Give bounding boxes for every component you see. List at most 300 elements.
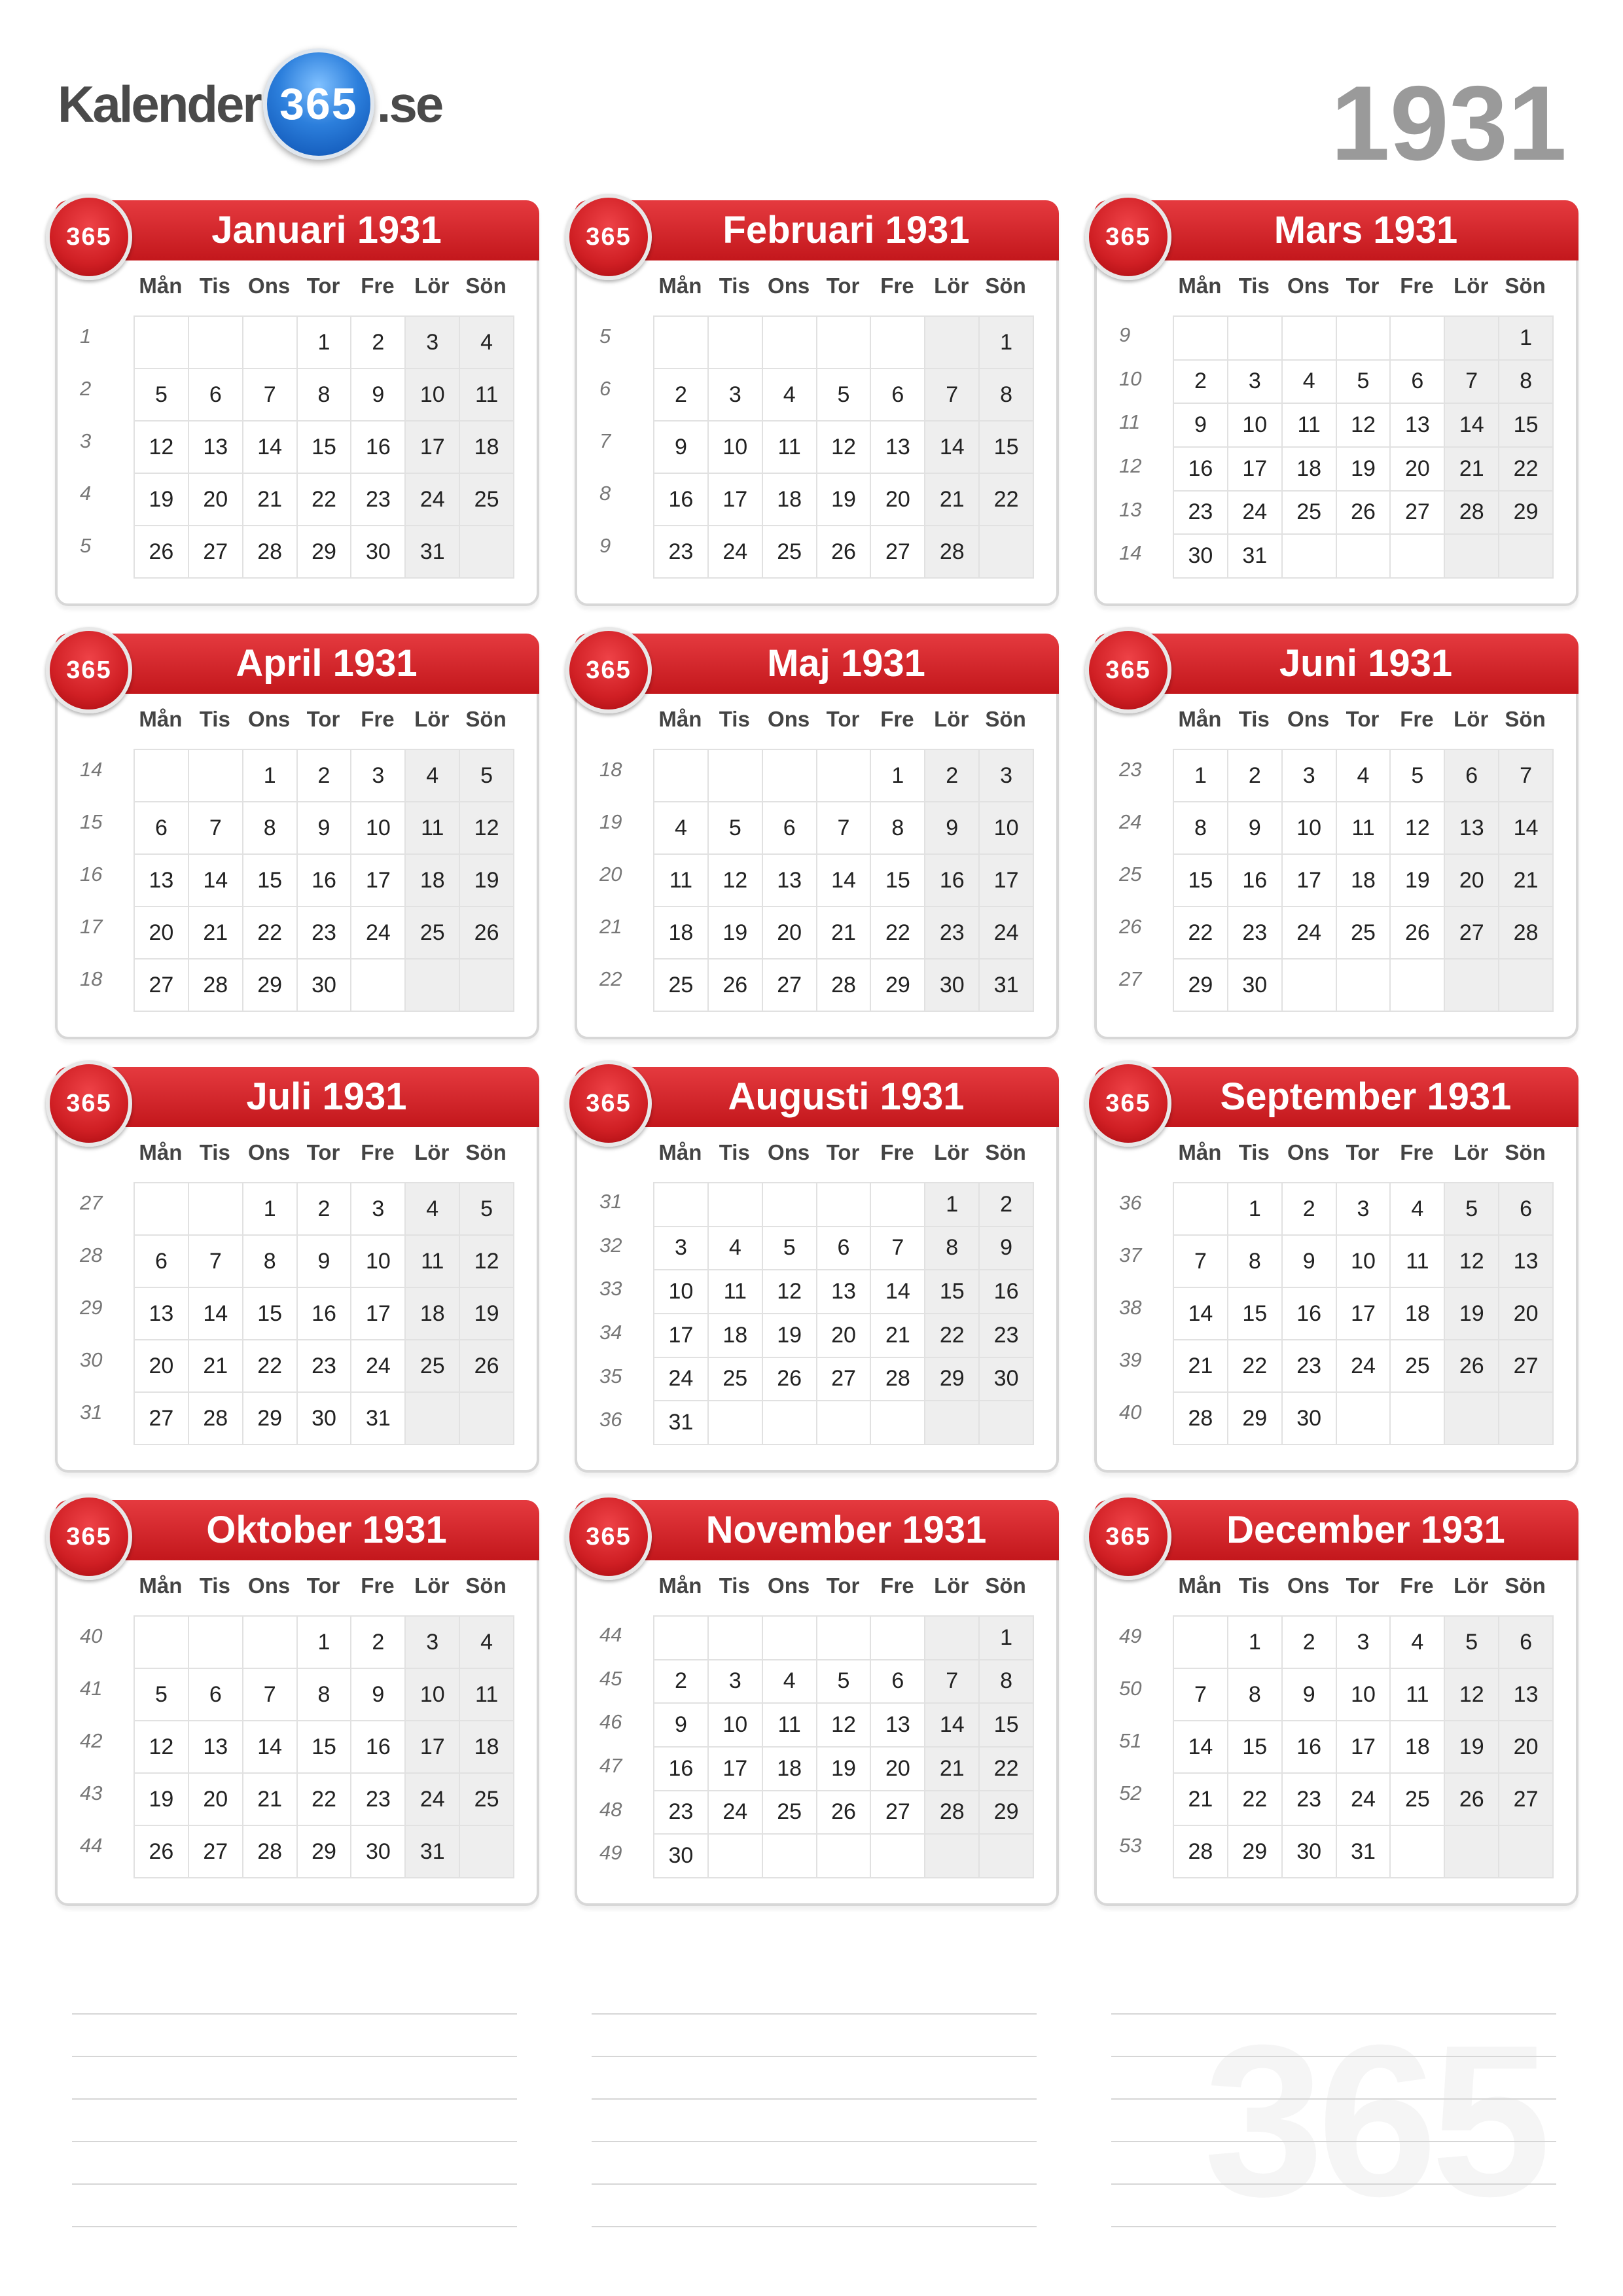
weekend-day-cell[interactable]: 26 (1445, 1774, 1499, 1826)
day-cell[interactable]: 23 (298, 1340, 352, 1393)
day-cell[interactable]: 25 (1391, 1774, 1445, 1826)
day-cell[interactable]: 3 (1337, 1617, 1391, 1669)
day-cell[interactable]: 9 (1283, 1236, 1337, 1288)
weekend-day-cell[interactable]: 15 (980, 422, 1034, 474)
day-cell[interactable]: 18 (763, 474, 817, 526)
day-cell[interactable]: 6 (189, 1669, 243, 1721)
day-cell[interactable]: 17 (654, 1314, 709, 1358)
day-cell[interactable]: 22 (1228, 1774, 1283, 1826)
day-cell[interactable]: 29 (298, 1826, 352, 1878)
weekend-day-cell[interactable]: 4 (406, 1183, 460, 1236)
day-cell[interactable]: 20 (189, 474, 243, 526)
weekend-day-cell[interactable]: 4 (460, 1617, 514, 1669)
weekend-day-cell[interactable]: 13 (1499, 1236, 1554, 1288)
day-cell[interactable]: 25 (763, 526, 817, 579)
day-cell[interactable]: 17 (1283, 855, 1337, 907)
weekend-day-cell[interactable]: 9 (925, 802, 980, 855)
day-cell[interactable]: 22 (1228, 1340, 1283, 1393)
day-cell[interactable]: 10 (1337, 1669, 1391, 1721)
day-cell[interactable]: 14 (189, 1288, 243, 1340)
day-cell[interactable]: 3 (1337, 1183, 1391, 1236)
day-cell[interactable]: 13 (817, 1270, 872, 1314)
day-cell[interactable]: 28 (189, 1393, 243, 1445)
day-cell[interactable]: 23 (1228, 907, 1283, 960)
weekend-day-cell[interactable]: 5 (460, 1183, 514, 1236)
day-cell[interactable]: 14 (189, 855, 243, 907)
day-cell[interactable]: 26 (817, 1791, 872, 1835)
weekend-day-cell[interactable]: 5 (1445, 1183, 1499, 1236)
weekend-day-cell[interactable]: 17 (406, 422, 460, 474)
day-cell[interactable]: 11 (763, 422, 817, 474)
weekend-day-cell[interactable]: 27 (1499, 1774, 1554, 1826)
day-cell[interactable]: 15 (243, 855, 298, 907)
day-cell[interactable]: 7 (189, 1236, 243, 1288)
day-cell[interactable]: 28 (1174, 1826, 1228, 1878)
day-cell[interactable]: 24 (709, 526, 763, 579)
day-cell[interactable]: 11 (654, 855, 709, 907)
day-cell[interactable]: 2 (351, 1617, 406, 1669)
weekend-day-cell[interactable]: 21 (925, 1748, 980, 1791)
day-cell[interactable]: 3 (351, 1183, 406, 1236)
day-cell[interactable]: 30 (351, 1826, 406, 1878)
weekend-day-cell[interactable]: 14 (1445, 404, 1499, 448)
weekend-day-cell[interactable]: 12 (460, 1236, 514, 1288)
weekend-day-cell[interactable]: 31 (406, 526, 460, 579)
day-cell[interactable]: 9 (351, 369, 406, 422)
day-cell[interactable]: 26 (817, 526, 872, 579)
day-cell[interactable]: 11 (709, 1270, 763, 1314)
day-cell[interactable]: 12 (763, 1270, 817, 1314)
day-cell[interactable]: 8 (243, 1236, 298, 1288)
day-cell[interactable]: 19 (817, 474, 872, 526)
day-cell[interactable]: 7 (243, 369, 298, 422)
day-cell[interactable]: 27 (871, 1791, 925, 1835)
day-cell[interactable]: 21 (1174, 1340, 1228, 1393)
day-cell[interactable]: 30 (298, 1393, 352, 1445)
day-cell[interactable]: 23 (1283, 1340, 1337, 1393)
day-cell[interactable]: 23 (1283, 1774, 1337, 1826)
day-cell[interactable]: 31 (351, 1393, 406, 1445)
day-cell[interactable]: 5 (763, 1227, 817, 1271)
day-cell[interactable]: 7 (189, 802, 243, 855)
weekend-day-cell[interactable]: 25 (460, 474, 514, 526)
day-cell[interactable]: 10 (351, 802, 406, 855)
day-cell[interactable]: 29 (1228, 1826, 1283, 1878)
day-cell[interactable]: 4 (654, 802, 709, 855)
weekend-day-cell[interactable]: 6 (1445, 750, 1499, 802)
weekend-day-cell[interactable]: 11 (460, 1669, 514, 1721)
weekend-day-cell[interactable]: 28 (1445, 492, 1499, 535)
day-cell[interactable]: 16 (1228, 855, 1283, 907)
day-cell[interactable]: 2 (1283, 1617, 1337, 1669)
day-cell[interactable]: 22 (243, 907, 298, 960)
day-cell[interactable]: 12 (817, 1704, 872, 1748)
day-cell[interactable]: 5 (135, 369, 189, 422)
day-cell[interactable]: 18 (1391, 1288, 1445, 1340)
weekend-day-cell[interactable]: 7 (925, 1660, 980, 1704)
day-cell[interactable]: 21 (243, 1774, 298, 1826)
day-cell[interactable]: 9 (298, 1236, 352, 1288)
day-cell[interactable]: 21 (189, 907, 243, 960)
weekend-day-cell[interactable]: 3 (406, 1617, 460, 1669)
day-cell[interactable]: 22 (298, 1774, 352, 1826)
day-cell[interactable]: 17 (1228, 448, 1283, 492)
day-cell[interactable]: 5 (1391, 750, 1445, 802)
day-cell[interactable]: 19 (763, 1314, 817, 1358)
day-cell[interactable]: 19 (135, 1774, 189, 1826)
day-cell[interactable]: 24 (351, 1340, 406, 1393)
day-cell[interactable]: 1 (243, 750, 298, 802)
weekend-day-cell[interactable]: 25 (460, 1774, 514, 1826)
day-cell[interactable]: 5 (135, 1669, 189, 1721)
day-cell[interactable]: 10 (709, 422, 763, 474)
day-cell[interactable]: 8 (298, 369, 352, 422)
day-cell[interactable]: 2 (1283, 1183, 1337, 1236)
day-cell[interactable]: 31 (1337, 1826, 1391, 1878)
weekend-day-cell[interactable]: 5 (1445, 1617, 1499, 1669)
weekend-day-cell[interactable]: 31 (406, 1826, 460, 1878)
day-cell[interactable]: 16 (351, 1721, 406, 1774)
day-cell[interactable]: 16 (298, 1288, 352, 1340)
weekend-day-cell[interactable]: 11 (406, 802, 460, 855)
day-cell[interactable]: 24 (1337, 1774, 1391, 1826)
day-cell[interactable]: 3 (351, 750, 406, 802)
day-cell[interactable]: 29 (1228, 1393, 1283, 1445)
day-cell[interactable]: 26 (1337, 492, 1391, 535)
day-cell[interactable]: 27 (817, 1358, 872, 1402)
day-cell[interactable]: 25 (709, 1358, 763, 1402)
day-cell[interactable]: 29 (1174, 960, 1228, 1012)
day-cell[interactable]: 22 (1174, 907, 1228, 960)
day-cell[interactable]: 22 (243, 1340, 298, 1393)
weekend-day-cell[interactable]: 4 (406, 750, 460, 802)
day-cell[interactable]: 1 (243, 1183, 298, 1236)
day-cell[interactable]: 2 (1174, 361, 1228, 404)
weekend-day-cell[interactable]: 10 (980, 802, 1034, 855)
day-cell[interactable]: 21 (817, 907, 872, 960)
day-cell[interactable]: 4 (1391, 1617, 1445, 1669)
weekend-day-cell[interactable]: 11 (460, 369, 514, 422)
day-cell[interactable]: 13 (763, 855, 817, 907)
day-cell[interactable]: 6 (871, 369, 925, 422)
day-cell[interactable]: 1 (298, 317, 352, 369)
day-cell[interactable]: 6 (135, 1236, 189, 1288)
day-cell[interactable]: 11 (763, 1704, 817, 1748)
weekend-day-cell[interactable]: 20 (1499, 1288, 1554, 1340)
day-cell[interactable]: 16 (1283, 1721, 1337, 1774)
day-cell[interactable]: 20 (871, 1748, 925, 1791)
weekend-day-cell[interactable]: 26 (460, 1340, 514, 1393)
day-cell[interactable]: 2 (298, 750, 352, 802)
day-cell[interactable]: 17 (1337, 1721, 1391, 1774)
weekend-day-cell[interactable]: 23 (980, 1314, 1034, 1358)
weekend-day-cell[interactable]: 25 (406, 907, 460, 960)
day-cell[interactable]: 18 (709, 1314, 763, 1358)
weekend-day-cell[interactable]: 8 (1499, 361, 1554, 404)
weekend-day-cell[interactable]: 13 (1445, 802, 1499, 855)
day-cell[interactable]: 7 (243, 1669, 298, 1721)
day-cell[interactable]: 17 (1337, 1288, 1391, 1340)
day-cell[interactable]: 27 (871, 526, 925, 579)
weekend-day-cell[interactable]: 6 (1499, 1617, 1554, 1669)
day-cell[interactable]: 8 (1228, 1669, 1283, 1721)
day-cell[interactable]: 12 (709, 855, 763, 907)
weekend-day-cell[interactable]: 7 (925, 369, 980, 422)
day-cell[interactable]: 16 (1174, 448, 1228, 492)
weekend-day-cell[interactable]: 22 (1499, 448, 1554, 492)
day-cell[interactable]: 11 (1391, 1236, 1445, 1288)
day-cell[interactable]: 11 (1283, 404, 1337, 448)
day-cell[interactable]: 6 (817, 1227, 872, 1271)
day-cell[interactable]: 2 (298, 1183, 352, 1236)
day-cell[interactable]: 6 (871, 1660, 925, 1704)
day-cell[interactable]: 7 (817, 802, 872, 855)
weekend-day-cell[interactable]: 22 (980, 1748, 1034, 1791)
weekend-day-cell[interactable]: 15 (925, 1270, 980, 1314)
day-cell[interactable]: 20 (1391, 448, 1445, 492)
day-cell[interactable]: 17 (709, 474, 763, 526)
day-cell[interactable]: 5 (817, 1660, 872, 1704)
day-cell[interactable]: 17 (351, 855, 406, 907)
day-cell[interactable]: 17 (351, 1288, 406, 1340)
day-cell[interactable]: 21 (1174, 1774, 1228, 1826)
day-cell[interactable]: 13 (871, 422, 925, 474)
day-cell[interactable]: 2 (351, 317, 406, 369)
weekend-day-cell[interactable]: 1 (980, 1617, 1034, 1660)
weekend-day-cell[interactable]: 15 (1499, 404, 1554, 448)
day-cell[interactable]: 13 (871, 1704, 925, 1748)
weekend-day-cell[interactable]: 28 (925, 526, 980, 579)
day-cell[interactable]: 29 (243, 1393, 298, 1445)
day-cell[interactable]: 14 (871, 1270, 925, 1314)
day-cell[interactable]: 25 (763, 1791, 817, 1835)
day-cell[interactable]: 9 (1228, 802, 1283, 855)
day-cell[interactable]: 6 (1391, 361, 1445, 404)
weekend-day-cell[interactable]: 2 (925, 750, 980, 802)
weekend-day-cell[interactable]: 27 (1445, 907, 1499, 960)
day-cell[interactable]: 3 (709, 369, 763, 422)
weekend-day-cell[interactable]: 4 (460, 317, 514, 369)
day-cell[interactable]: 26 (763, 1358, 817, 1402)
day-cell[interactable]: 10 (351, 1236, 406, 1288)
day-cell[interactable]: 27 (189, 526, 243, 579)
day-cell[interactable]: 8 (1228, 1236, 1283, 1288)
day-cell[interactable]: 24 (351, 907, 406, 960)
weekend-day-cell[interactable]: 10 (406, 369, 460, 422)
weekend-day-cell[interactable]: 1 (1499, 317, 1554, 361)
day-cell[interactable]: 27 (763, 960, 817, 1012)
weekend-day-cell[interactable]: 26 (1445, 1340, 1499, 1393)
day-cell[interactable]: 29 (871, 960, 925, 1012)
weekend-day-cell[interactable]: 8 (980, 369, 1034, 422)
day-cell[interactable]: 23 (654, 1791, 709, 1835)
day-cell[interactable]: 3 (654, 1227, 709, 1271)
weekend-day-cell[interactable]: 16 (980, 1270, 1034, 1314)
day-cell[interactable]: 16 (351, 422, 406, 474)
day-cell[interactable]: 23 (298, 907, 352, 960)
day-cell[interactable]: 9 (1283, 1669, 1337, 1721)
day-cell[interactable]: 15 (1174, 855, 1228, 907)
weekend-day-cell[interactable]: 15 (980, 1704, 1034, 1748)
day-cell[interactable]: 23 (1174, 492, 1228, 535)
day-cell[interactable]: 31 (654, 1401, 709, 1445)
weekend-day-cell[interactable]: 19 (460, 1288, 514, 1340)
day-cell[interactable]: 25 (1283, 492, 1337, 535)
day-cell[interactable]: 29 (298, 526, 352, 579)
day-cell[interactable]: 3 (709, 1660, 763, 1704)
weekend-day-cell[interactable]: 22 (980, 474, 1034, 526)
day-cell[interactable]: 12 (135, 1721, 189, 1774)
day-cell[interactable]: 7 (871, 1227, 925, 1271)
day-cell[interactable]: 10 (654, 1270, 709, 1314)
day-cell[interactable]: 30 (298, 960, 352, 1012)
day-cell[interactable]: 2 (1228, 750, 1283, 802)
day-cell[interactable]: 26 (1391, 907, 1445, 960)
day-cell[interactable]: 8 (298, 1669, 352, 1721)
weekend-day-cell[interactable]: 17 (406, 1721, 460, 1774)
weekend-day-cell[interactable]: 10 (406, 1669, 460, 1721)
weekend-day-cell[interactable]: 3 (980, 750, 1034, 802)
day-cell[interactable]: 14 (1174, 1288, 1228, 1340)
day-cell[interactable]: 15 (298, 1721, 352, 1774)
weekend-day-cell[interactable]: 18 (460, 1721, 514, 1774)
weekend-day-cell[interactable]: 19 (1445, 1721, 1499, 1774)
brand-logo[interactable] (58, 48, 442, 160)
day-cell[interactable]: 18 (763, 1748, 817, 1791)
day-cell[interactable]: 9 (654, 1704, 709, 1748)
day-cell[interactable]: 15 (298, 422, 352, 474)
day-cell[interactable]: 25 (1337, 907, 1391, 960)
weekend-day-cell[interactable]: 25 (406, 1340, 460, 1393)
weekend-day-cell[interactable]: 16 (925, 855, 980, 907)
day-cell[interactable]: 13 (189, 422, 243, 474)
weekend-day-cell[interactable]: 12 (1445, 1669, 1499, 1721)
day-cell[interactable]: 17 (709, 1748, 763, 1791)
day-cell[interactable]: 28 (243, 526, 298, 579)
day-cell[interactable]: 18 (654, 907, 709, 960)
weekend-day-cell[interactable]: 23 (925, 907, 980, 960)
day-cell[interactable]: 16 (654, 1748, 709, 1791)
day-cell[interactable]: 12 (135, 422, 189, 474)
day-cell[interactable]: 25 (654, 960, 709, 1012)
day-cell[interactable]: 15 (1228, 1288, 1283, 1340)
day-cell[interactable]: 19 (709, 907, 763, 960)
day-cell[interactable]: 20 (763, 907, 817, 960)
weekend-day-cell[interactable]: 1 (980, 317, 1034, 369)
day-cell[interactable]: 11 (1391, 1669, 1445, 1721)
day-cell[interactable]: 8 (243, 802, 298, 855)
day-cell[interactable]: 7 (1174, 1236, 1228, 1288)
day-cell[interactable]: 4 (1337, 750, 1391, 802)
day-cell[interactable]: 15 (243, 1288, 298, 1340)
day-cell[interactable]: 28 (817, 960, 872, 1012)
weekend-day-cell[interactable]: 7 (1445, 361, 1499, 404)
weekend-day-cell[interactable]: 28 (925, 1791, 980, 1835)
day-cell[interactable]: 29 (243, 960, 298, 1012)
day-cell[interactable]: 1 (1228, 1183, 1283, 1236)
day-cell[interactable]: 14 (243, 1721, 298, 1774)
weekend-day-cell[interactable]: 30 (980, 1358, 1034, 1402)
day-cell[interactable]: 15 (1228, 1721, 1283, 1774)
day-cell[interactable]: 27 (189, 1826, 243, 1878)
day-cell[interactable]: 28 (871, 1358, 925, 1402)
day-cell[interactable]: 25 (1391, 1340, 1445, 1393)
day-cell[interactable]: 24 (709, 1791, 763, 1835)
day-cell[interactable]: 1 (871, 750, 925, 802)
day-cell[interactable]: 21 (871, 1314, 925, 1358)
day-cell[interactable]: 6 (135, 802, 189, 855)
weekend-day-cell[interactable]: 24 (980, 907, 1034, 960)
weekend-day-cell[interactable]: 9 (980, 1227, 1034, 1271)
day-cell[interactable]: 27 (1391, 492, 1445, 535)
day-cell[interactable]: 18 (1391, 1721, 1445, 1774)
day-cell[interactable]: 13 (135, 1288, 189, 1340)
day-cell[interactable]: 16 (298, 855, 352, 907)
day-cell[interactable]: 28 (243, 1826, 298, 1878)
day-cell[interactable]: 24 (1337, 1340, 1391, 1393)
day-cell[interactable]: 19 (135, 474, 189, 526)
day-cell[interactable]: 10 (1337, 1236, 1391, 1288)
day-cell[interactable]: 4 (709, 1227, 763, 1271)
day-cell[interactable]: 24 (1228, 492, 1283, 535)
day-cell[interactable]: 6 (763, 802, 817, 855)
day-cell[interactable]: 8 (1174, 802, 1228, 855)
day-cell[interactable]: 20 (817, 1314, 872, 1358)
day-cell[interactable]: 26 (135, 526, 189, 579)
weekend-day-cell[interactable]: 11 (406, 1236, 460, 1288)
day-cell[interactable]: 24 (1283, 907, 1337, 960)
weekend-day-cell[interactable]: 29 (925, 1358, 980, 1402)
day-cell[interactable]: 22 (298, 474, 352, 526)
day-cell[interactable]: 14 (817, 855, 872, 907)
day-cell[interactable]: 30 (654, 1835, 709, 1878)
weekend-day-cell[interactable]: 12 (1445, 1236, 1499, 1288)
day-cell[interactable]: 23 (351, 1774, 406, 1826)
day-cell[interactable]: 13 (189, 1721, 243, 1774)
day-cell[interactable]: 6 (189, 369, 243, 422)
day-cell[interactable]: 13 (135, 855, 189, 907)
weekend-day-cell[interactable]: 3 (406, 317, 460, 369)
day-cell[interactable]: 16 (1283, 1288, 1337, 1340)
day-cell[interactable]: 15 (871, 855, 925, 907)
weekend-day-cell[interactable]: 29 (980, 1791, 1034, 1835)
weekend-day-cell[interactable]: 27 (1499, 1340, 1554, 1393)
day-cell[interactable]: 5 (817, 369, 872, 422)
weekend-day-cell[interactable]: 29 (1499, 492, 1554, 535)
day-cell[interactable]: 9 (654, 422, 709, 474)
day-cell[interactable]: 4 (1283, 361, 1337, 404)
day-cell[interactable]: 16 (654, 474, 709, 526)
day-cell[interactable]: 3 (1228, 361, 1283, 404)
weekend-day-cell[interactable]: 22 (925, 1314, 980, 1358)
day-cell[interactable]: 30 (1228, 960, 1283, 1012)
day-cell[interactable]: 12 (1337, 404, 1391, 448)
day-cell[interactable]: 7 (1174, 1669, 1228, 1721)
day-cell[interactable]: 10 (709, 1704, 763, 1748)
day-cell[interactable]: 10 (1283, 802, 1337, 855)
day-cell[interactable]: 1 (298, 1617, 352, 1669)
day-cell[interactable]: 26 (135, 1826, 189, 1878)
weekend-day-cell[interactable]: 21 (1445, 448, 1499, 492)
weekend-day-cell[interactable]: 24 (406, 474, 460, 526)
day-cell[interactable]: 14 (243, 422, 298, 474)
day-cell[interactable]: 23 (654, 526, 709, 579)
day-cell[interactable]: 19 (817, 1748, 872, 1791)
weekend-day-cell[interactable]: 18 (406, 1288, 460, 1340)
day-cell[interactable]: 4 (763, 369, 817, 422)
weekend-day-cell[interactable]: 20 (1499, 1721, 1554, 1774)
day-cell[interactable]: 22 (871, 907, 925, 960)
